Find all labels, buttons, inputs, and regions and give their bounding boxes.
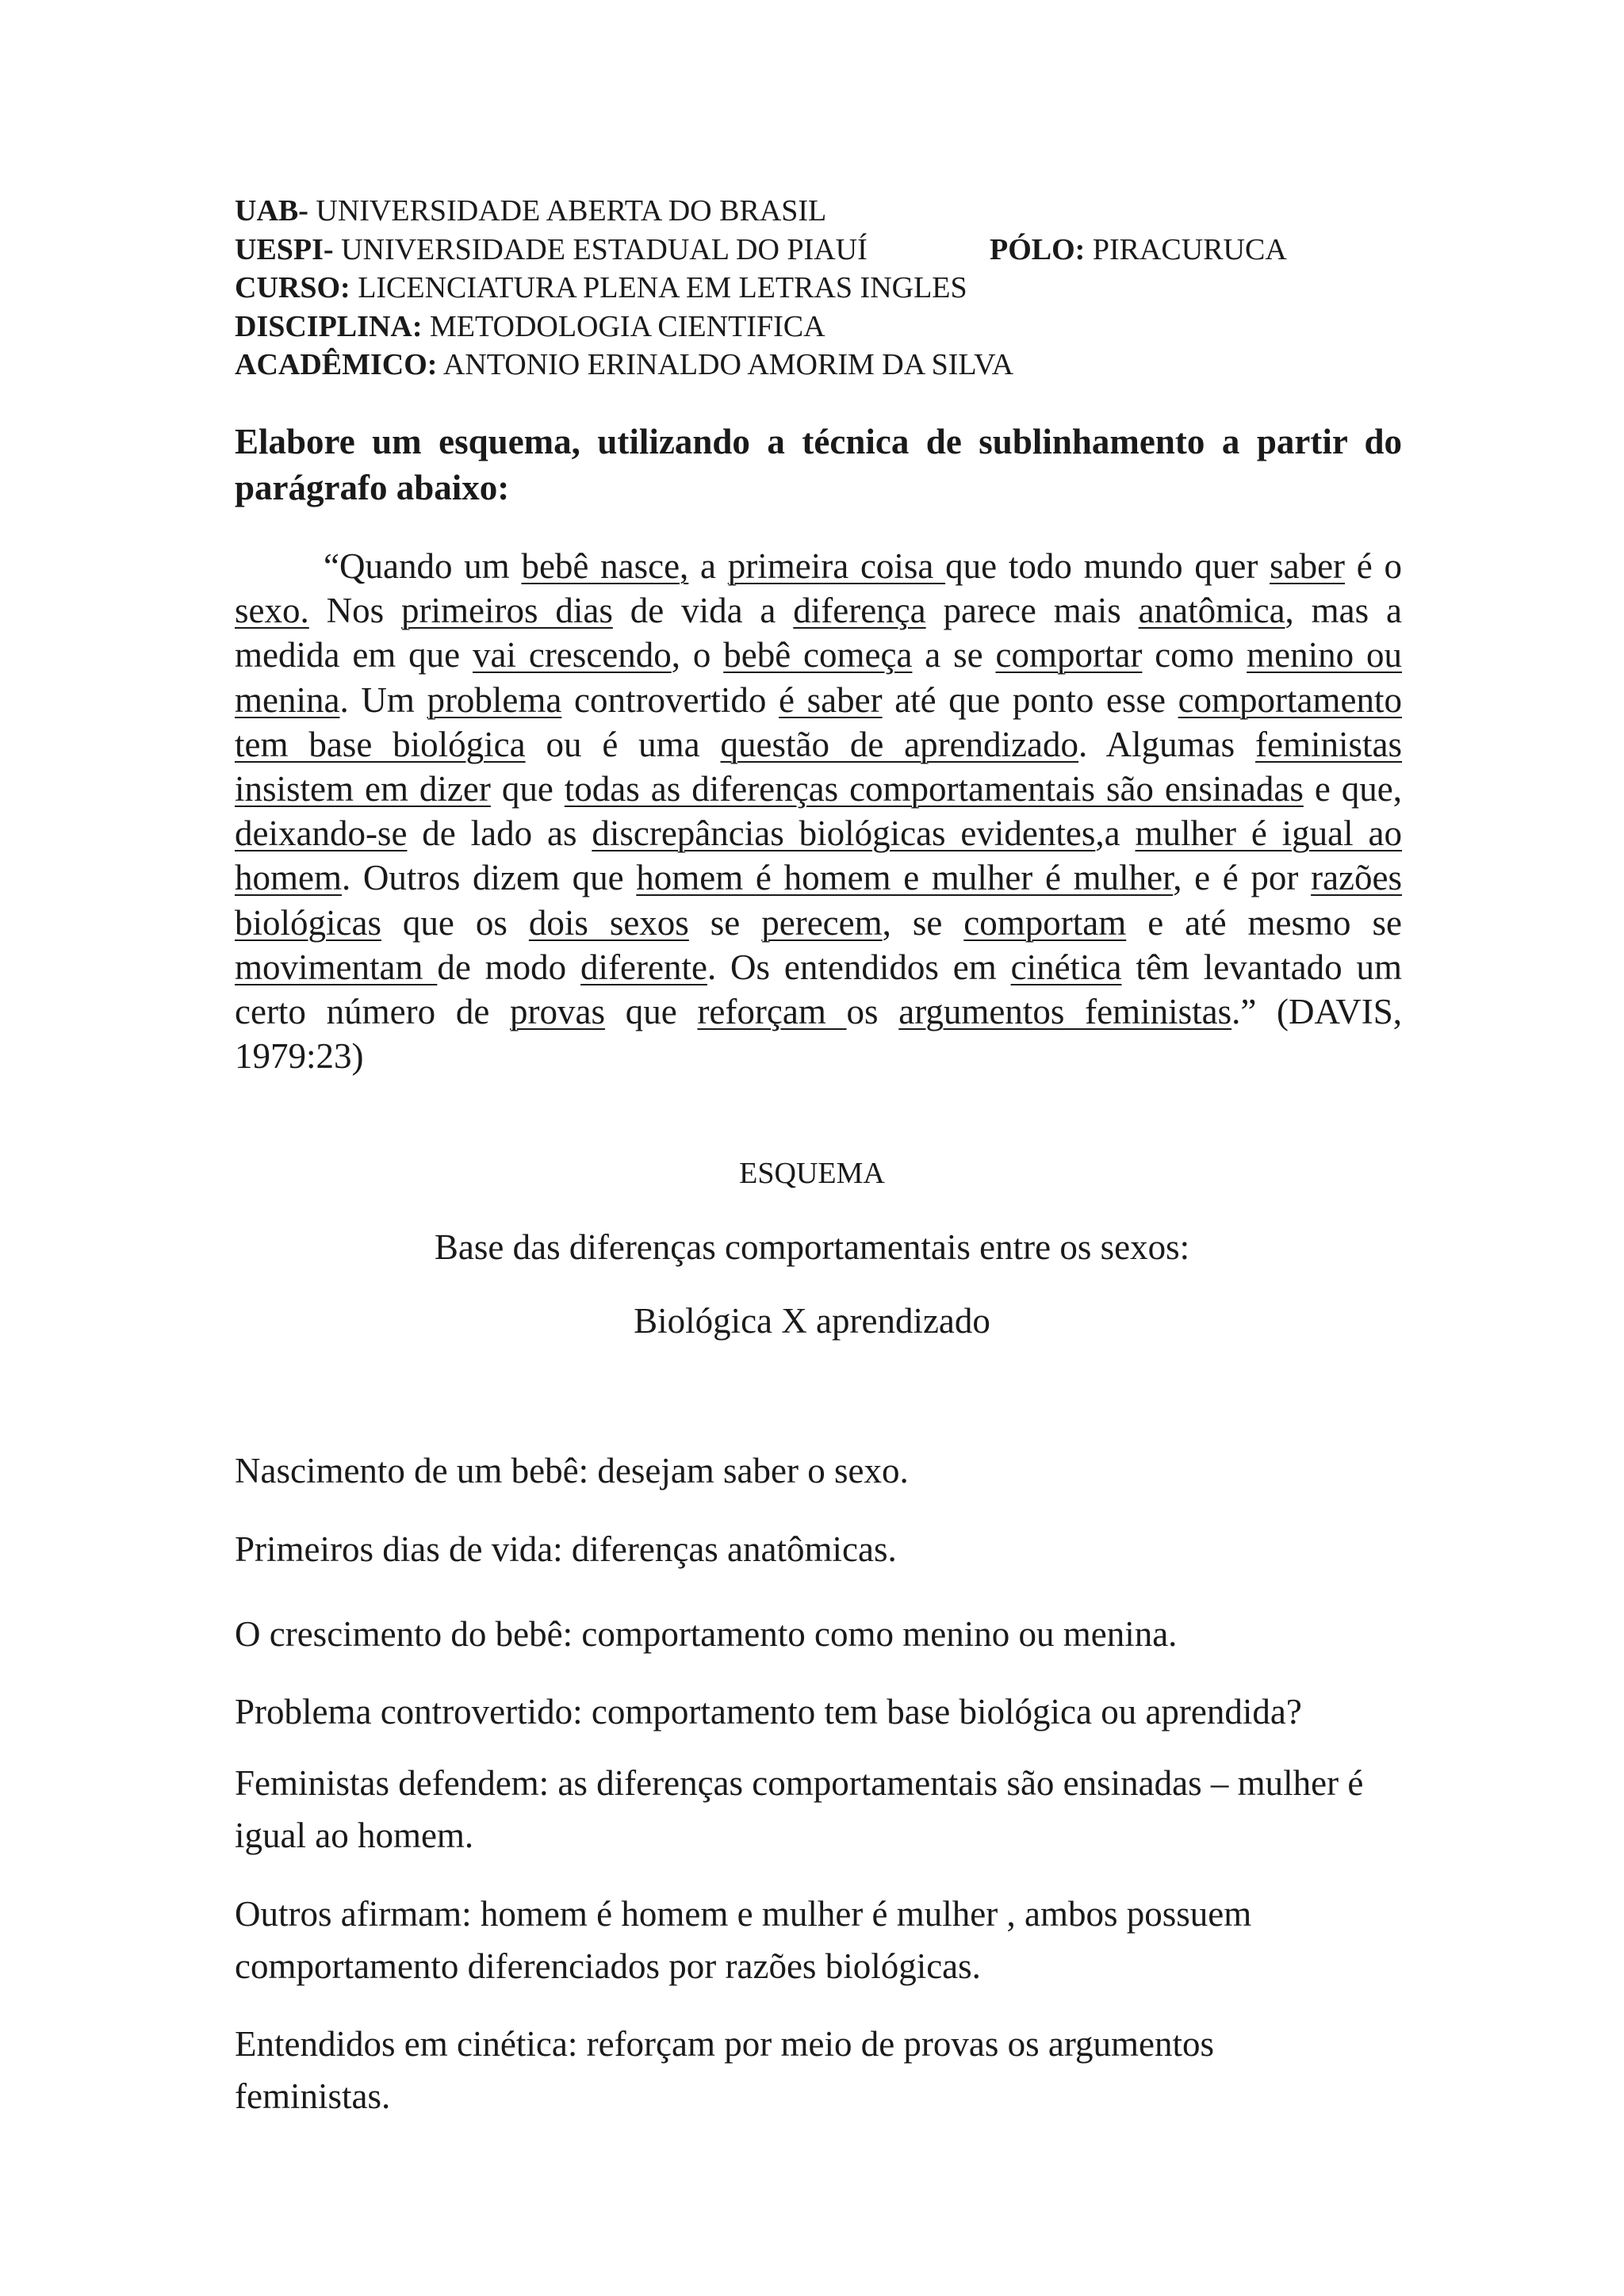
esquema-item: Outros afirmam: homem é homem e mulher é mulher , ambos possuem comportamento diferenciados por razões biológicas. bbox=[235, 1894, 1252, 1986]
underlined-phrase: sexo. bbox=[235, 591, 309, 631]
underlined-phrase: saber bbox=[1270, 546, 1346, 586]
underlined-phrase: perecem bbox=[761, 902, 883, 943]
underlined-phrase: movimentam bbox=[235, 947, 438, 987]
uespi-label: UESPI- bbox=[235, 232, 334, 266]
header-block bbox=[235, 192, 1392, 385]
underlined-phrase: comportamento tem base biológica bbox=[235, 679, 1402, 764]
header-disciplina bbox=[235, 308, 1392, 346]
paragraph-text: controvertido bbox=[561, 679, 779, 720]
esquema-subtitle: Base das diferenças comportamentais entre os sexos: bbox=[434, 1227, 1190, 1267]
polo-field bbox=[990, 231, 1287, 270]
paragraph-text: que bbox=[605, 992, 698, 1032]
paragraph-text: ,a bbox=[1095, 813, 1136, 854]
underlined-phrase: questão de aprendizado bbox=[720, 724, 1079, 764]
underlined-phrase: bebê começa bbox=[723, 635, 913, 675]
paragraph-text: têm levantado um certo número de bbox=[235, 947, 1402, 1032]
header-curso bbox=[235, 269, 1392, 308]
underlined-phrase: problema bbox=[427, 679, 562, 720]
polo-label: PÓLO: bbox=[990, 232, 1086, 266]
paragraph-text: , o bbox=[671, 635, 724, 675]
underlined-phrase: bebê nasce, bbox=[521, 546, 689, 586]
underlined-phrase: homem é homem e mulher é mulher bbox=[636, 858, 1174, 898]
paragraph-text: e até mesmo se bbox=[1126, 902, 1402, 943]
underlined-phrase: primeiros dias bbox=[401, 591, 613, 631]
underlined-phrase: argumentos feministas bbox=[898, 992, 1232, 1032]
underlined-phrase: mulher é igual ao homem bbox=[235, 813, 1402, 898]
underlined-phrase: feministas bbox=[1255, 724, 1402, 764]
question-heading: Elabore um esquema, utilizando a técnica de sublinhamento a partir do parágrafo abaixo: bbox=[235, 422, 1402, 507]
underlined-phrase: vai crescendo bbox=[473, 635, 672, 675]
paragraph-text: e que, bbox=[1303, 769, 1403, 809]
paragraph-text: os bbox=[846, 992, 899, 1032]
academico-value: ANTONIO ERINALDO AMORIM DA SILVA bbox=[437, 348, 1014, 381]
esquema-title: ESQUEMA bbox=[739, 1157, 885, 1190]
disciplina-value: METODOLOGIA CIENTIFICA bbox=[422, 309, 825, 343]
paragraph-text: . Algumas bbox=[1078, 724, 1256, 764]
underlined-phrase: comportam bbox=[963, 902, 1127, 943]
underlined-phrase: provas bbox=[510, 992, 606, 1032]
paragraph-text: , e é por bbox=[1173, 858, 1312, 898]
paragraph-text: “Quando um bbox=[324, 546, 522, 586]
esquema-item: Primeiros dias de vida: diferenças anatômicas. bbox=[235, 1529, 897, 1569]
uab-label: UAB- bbox=[235, 194, 308, 228]
underlined-phrase: discrepâncias biológicas evidentes bbox=[592, 813, 1096, 854]
paragraph-text: é o bbox=[1345, 546, 1402, 586]
esquema-item: O crescimento do bebê: comportamento como menino ou menina. bbox=[235, 1614, 1178, 1654]
paragraph-text: como bbox=[1142, 635, 1247, 675]
esquema-item: Entendidos em cinética: reforçam por meio de provas os argumentos feministas. bbox=[235, 2024, 1215, 2116]
disciplina-label: DISCIPLINA: bbox=[235, 309, 423, 343]
paragraph-text: a se bbox=[912, 635, 996, 675]
esquema-item: Nascimento de um bebê: desejam saber o sexo. bbox=[235, 1451, 909, 1490]
esquema-item: Problema controvertido: comportamento tem base biológica ou aprendida? bbox=[235, 1692, 1302, 1732]
underlined-phrase: menino ou menina bbox=[235, 635, 1402, 720]
quoted-paragraph bbox=[235, 544, 1402, 1078]
uespi-value: UNIVERSIDADE ESTADUAL DO PIAUÍ bbox=[333, 232, 868, 266]
uab-value: UNIVERSIDADE ABERTA DO BRASIL bbox=[308, 194, 827, 228]
header-uespi bbox=[235, 231, 1392, 270]
paragraph-text: . Um bbox=[339, 679, 427, 720]
paragraph-text: . Outros dizem que bbox=[341, 858, 637, 898]
academico-label: ACADÊMICO: bbox=[235, 348, 438, 381]
curso-value: LICENCIATURA PLENA EM LETRAS INGLES bbox=[350, 271, 967, 304]
paragraph-text: a bbox=[688, 546, 728, 586]
underlined-phrase: diferença bbox=[793, 591, 926, 631]
paragraph-text: de lado as bbox=[407, 813, 592, 854]
underlined-phrase: reforçam bbox=[697, 992, 847, 1032]
paragraph-text: se bbox=[688, 902, 762, 943]
curso-label: CURSO: bbox=[235, 271, 350, 304]
underlined-phrase: primeira coisa bbox=[727, 546, 946, 586]
underlined-phrase: diferente bbox=[580, 947, 707, 987]
paragraph-text: . Os entendidos em bbox=[707, 947, 1011, 987]
underlined-phrase: dois sexos bbox=[528, 902, 689, 943]
paragraph-text: , mas a medida em que bbox=[235, 591, 1403, 675]
esquema-subtitle-contrast: Biológica X aprendizado bbox=[634, 1301, 990, 1341]
header-academico bbox=[235, 346, 1392, 385]
underlined-phrase: anatômica bbox=[1138, 591, 1285, 631]
esquema-item: Feministas defendem: as diferenças comportamentais são ensinadas – mulher é igual ao homem. bbox=[235, 1763, 1364, 1855]
underlined-phrase: todas as diferenças comportamentais são ensinadas bbox=[564, 769, 1304, 809]
paragraph-text: ou é uma bbox=[525, 724, 721, 764]
paragraph-text: de modo bbox=[437, 947, 581, 987]
paragraph-text: .” (DAVIS, 1979:23) bbox=[235, 992, 1402, 1077]
underlined-phrase: insistem em dizer bbox=[235, 769, 491, 809]
header-uab bbox=[235, 192, 1392, 231]
paragraph-text: parece mais bbox=[925, 591, 1139, 631]
underlined-phrase: comportar bbox=[995, 635, 1143, 675]
paragraph-text: que todo mundo quer bbox=[945, 546, 1270, 586]
paragraph-text: , se bbox=[882, 902, 964, 943]
underlined-phrase: deixando-se bbox=[235, 813, 408, 854]
polo-value: PIRACURUCA bbox=[1085, 232, 1287, 266]
paragraph-text: que os bbox=[381, 902, 529, 943]
underlined-phrase: razões biológicas bbox=[235, 858, 1402, 943]
underlined-phrase: é saber bbox=[779, 679, 883, 720]
paragraph-text: Nos bbox=[308, 591, 402, 631]
paragraph-text: até que ponto esse bbox=[882, 679, 1178, 720]
underlined-phrase: cinética bbox=[1010, 947, 1122, 987]
paragraph-text: que bbox=[490, 769, 565, 809]
paragraph-text: de vida a bbox=[612, 591, 794, 631]
